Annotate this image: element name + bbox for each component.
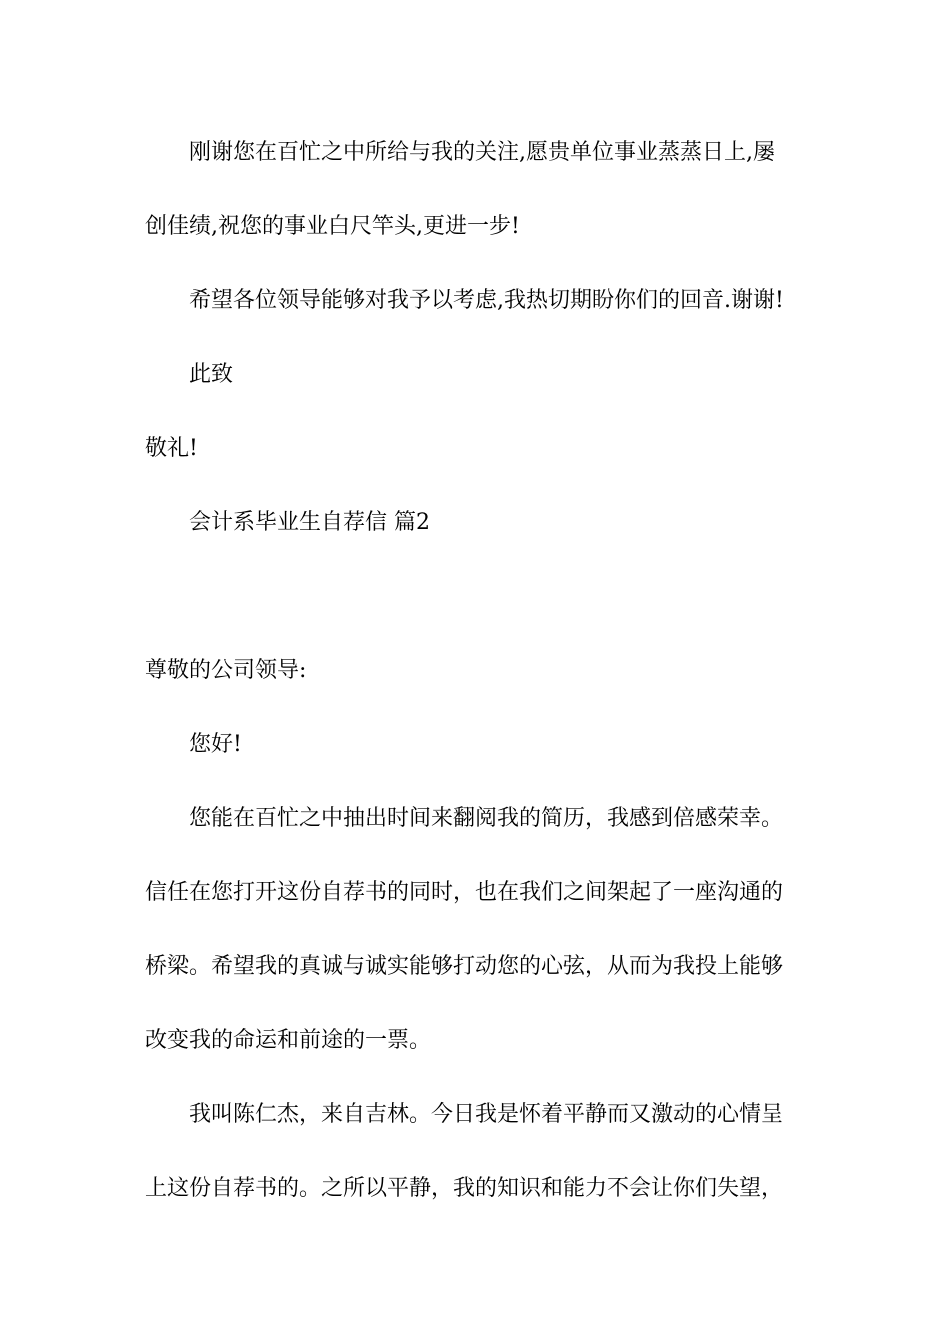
paragraph-line: 桥梁。希望我的真诚与诚实能够打动您的心弦，从而为我投上能够 — [145, 954, 784, 979]
paragraph-line: 上这份自荐书的。之所以平静，我的知识和能力不会让你们失望， — [145, 1176, 784, 1201]
closing-regards: 敬礼! — [145, 436, 198, 461]
paragraph-line: 您能在百忙之中抽出时间来翻阅我的简历，我感到倍感荣幸。 — [189, 806, 784, 831]
paragraph-line: 刚谢您在百忙之中所给与我的关注,愿贵单位事业蒸蒸日上,屡 — [189, 140, 775, 165]
paragraph-line: 信任在您打开这份自荐书的同时，也在我们之间架起了一座沟通的 — [145, 880, 784, 905]
paragraph-line: 希望各位领导能够对我予以考虑,我热切期盼你们的回音.谢谢! — [189, 288, 784, 313]
paragraph-line: 创佳绩,祝您的事业白尺竿头,更进一步! — [145, 214, 520, 239]
paragraph-line: 我叫陈仁杰，来自吉林。今日我是怀着平静而又激动的心情呈 — [189, 1102, 784, 1127]
closing-salutation: 此致 — [189, 362, 234, 387]
greeting: 您好! — [189, 732, 242, 757]
greeting-recipient: 尊敬的公司领导: — [145, 658, 307, 683]
section-title: 会计系毕业生自荐信 篇2 — [189, 510, 430, 535]
paragraph-line: 改变我的命运和前途的一票。 — [145, 1028, 432, 1053]
